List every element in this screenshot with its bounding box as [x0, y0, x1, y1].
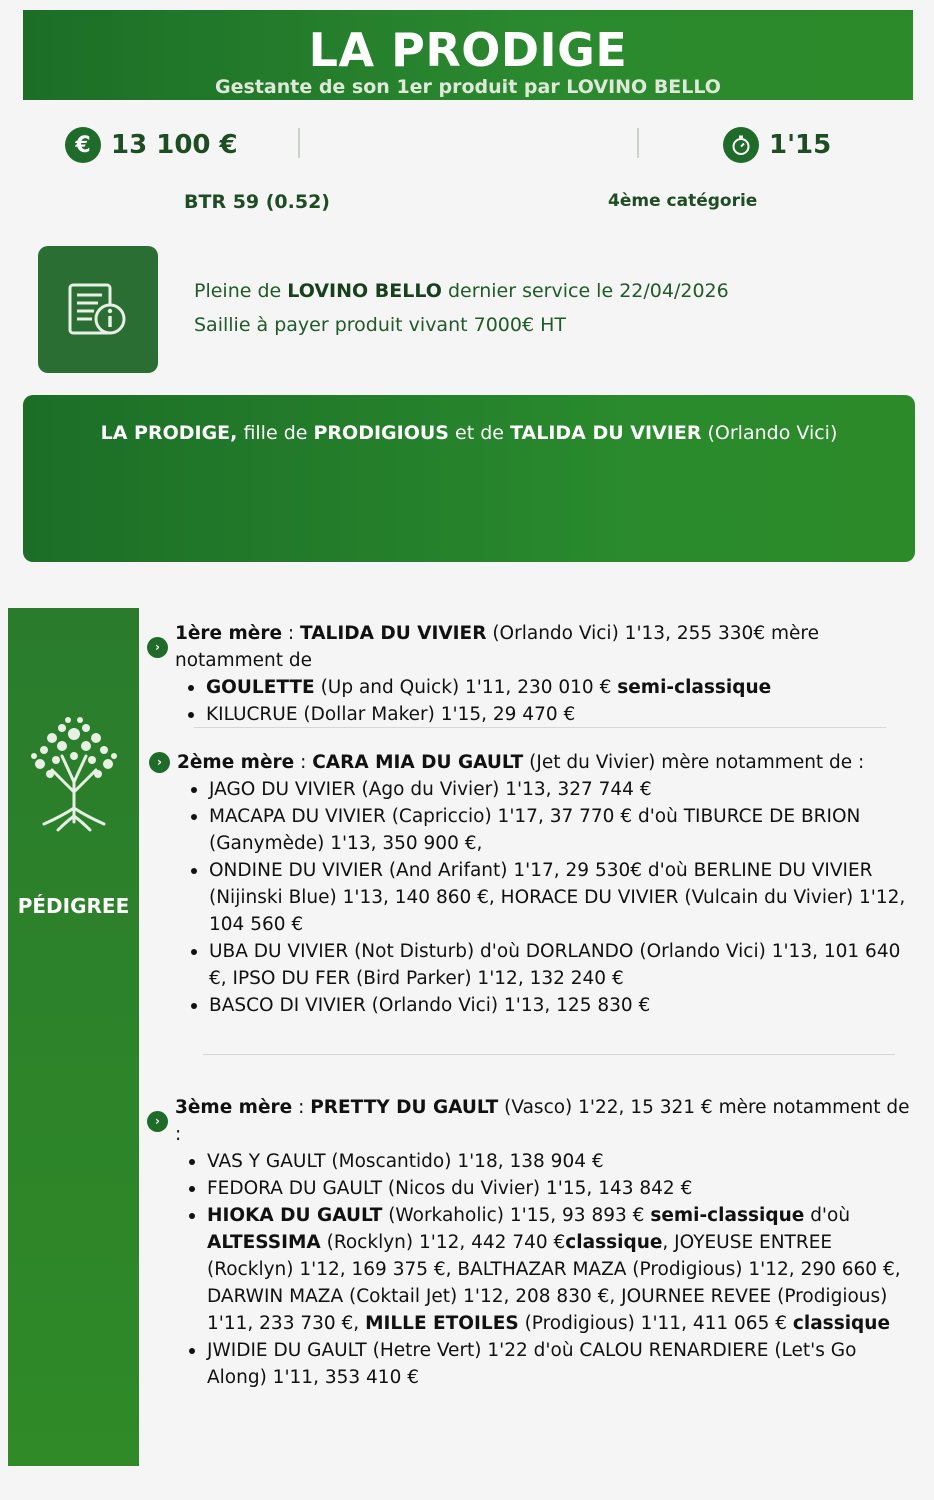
- pedigree-label: PÉDIGREE: [17, 894, 130, 918]
- list-item: [184, 1202, 912, 1337]
- header-banner: [23, 10, 913, 100]
- divider: [203, 1054, 895, 1055]
- list-item: MACAPA DU VIVIER (Capriccio) 1'17, 37 770 € d'où TIBURCE DE BRION (Ganymède) 1'13, 350 900 €,: [186, 803, 912, 857]
- dam-name: TALIDA DU VIVIER: [300, 623, 487, 644]
- btr-value: BTR 59 (0.52): [184, 191, 330, 213]
- list-item: UBA DU VIVIER (Not Disturb) d'où DORLANDO (Orlando Vici) 1'13, 101 640 €, IPSO DU FER (Bird Parker) 1'12, 132 240 €: [186, 938, 912, 992]
- price-stat: [65, 127, 238, 163]
- service-line: [194, 274, 729, 308]
- stat-divider: [637, 128, 639, 158]
- horse-name: LA PRODIGE,: [100, 422, 238, 444]
- list-item: ONDINE DU VIVIER (And Arifant) 1'17, 29 530€ d'où BERLINE DU VIVIER (Nijinski Blue) 1'13, 140 860 €, HORACE DU VIVIER (Vulcain du Vivier) 1'12, 104 560 €: [186, 857, 912, 938]
- dam-rank: 1ère mère: [175, 623, 283, 644]
- filiation-banner: [23, 395, 915, 562]
- chevron-right-icon: ›: [147, 637, 168, 658]
- list-item: VAS Y GAULT (Moscantido) 1'18, 138 904 €: [184, 1148, 912, 1175]
- divider: [194, 727, 886, 728]
- product-details: (Rocklyn) 1'12, 442 740 €: [326, 1232, 566, 1253]
- dam-rank: 2ème mère: [177, 752, 295, 773]
- saillie-line: Saillie à payer produit vivant 7000€ HT: [194, 314, 566, 336]
- dam-name: CARA MIA DU GAULT: [312, 752, 524, 773]
- second-dam-heading: [149, 749, 912, 776]
- separator: :: [287, 623, 295, 644]
- category-value: 4ème catégorie: [608, 191, 758, 211]
- dam-rank: 3ème mère: [175, 1097, 293, 1118]
- chevron-right-icon: ›: [149, 752, 170, 773]
- third-dam-heading: [147, 1094, 912, 1148]
- product-class: semi-classique: [617, 677, 772, 698]
- product-details: d'où: [810, 1205, 851, 1226]
- page-subtitle: Gestante de son 1er produit par LOVINO BELLO: [215, 76, 721, 98]
- service-info: [194, 274, 729, 342]
- first-dam-section: [147, 620, 912, 728]
- list-item: BASCO DI VIVIER (Orlando Vici) 1'13, 125 830 €: [186, 992, 912, 1019]
- product-details: (Prodigious) 1'11, 411 065 €: [524, 1313, 787, 1334]
- product-details: (Up and Quick) 1'11, 230 010 €: [320, 677, 612, 698]
- list-item: JWIDIE DU GAULT (Hetre Vert) 1'22 d'où CALOU RENARDIERE (Let's Go Along) 1'11, 353 410 €: [184, 1337, 912, 1391]
- damsire-name: (Orlando Vici): [707, 422, 838, 444]
- document-info-icon: [38, 246, 158, 373]
- second-dam-section: [149, 749, 912, 1019]
- dam-name: PRETTY DU GAULT: [310, 1097, 499, 1118]
- product-class: semi-classique: [650, 1205, 805, 1226]
- list-item: JAGO DU VIVIER (Ago du Vivier) 1'13, 327 744 €: [186, 776, 912, 803]
- euro-icon: €: [65, 127, 101, 163]
- chevron-right-icon: ›: [147, 1111, 168, 1132]
- service-date: dernier service le 22/04/2026: [448, 280, 729, 302]
- dam-details: (Orlando Vici) 1'13, 255 330€ mère notamment de: [175, 623, 819, 671]
- dam-name: TALIDA DU VIVIER: [510, 422, 702, 444]
- product-details: , JOYEUSE ENTREE (Rocklyn) 1'12, 169 375 €, BALTHAZAR MAZA (Prodigious) 1'12, 290 660 €, DARWIN MAZA (Coktail Jet) 1'12, 208 830 €, JOURNEE REVEE (Prodigious) 1'11, 233 730 €,: [207, 1232, 901, 1334]
- price-value: 13 100 €: [111, 130, 238, 160]
- list-item: [183, 674, 912, 701]
- pedigree-sidebar: [8, 608, 139, 1466]
- time-stat: [723, 127, 831, 163]
- product-class: classique: [792, 1313, 891, 1334]
- first-dam-heading: [147, 620, 912, 674]
- separator: :: [300, 752, 307, 773]
- dam-details: (Jet du Vivier) mère notamment de :: [529, 752, 865, 773]
- dam-details: (Vasco) 1'22, 15 321 € mère notamment de :: [175, 1097, 910, 1145]
- page-title: LA PRODIGE: [308, 23, 628, 77]
- product-class: classique: [565, 1232, 663, 1253]
- filiation-text: fille de: [243, 422, 308, 444]
- separator: :: [298, 1097, 305, 1118]
- product-name: HIOKA DU GAULT: [207, 1205, 383, 1226]
- product-name: GOULETTE: [206, 677, 315, 698]
- product-name: MILLE ETOILES: [365, 1313, 519, 1334]
- product-name: ALTESSIMA: [207, 1232, 321, 1253]
- service-prefix: Pleine de: [194, 280, 282, 302]
- tree-icon: [22, 712, 126, 840]
- stopwatch-icon: [723, 127, 759, 163]
- filiation-text: et de: [455, 422, 504, 444]
- list-item: FEDORA DU GAULT (Nicos du Vivier) 1'15, 143 842 €: [184, 1175, 912, 1202]
- service-sire: LOVINO BELLO: [287, 280, 442, 302]
- list-item: KILUCRUE (Dollar Maker) 1'15, 29 470 €: [183, 701, 912, 728]
- stat-divider: [298, 128, 300, 158]
- sire-name: PRODIGIOUS: [313, 422, 449, 444]
- third-dam-section: [147, 1094, 912, 1391]
- time-value: 1'15: [769, 130, 832, 160]
- product-details: (Workaholic) 1'15, 93 893 €: [388, 1205, 645, 1226]
